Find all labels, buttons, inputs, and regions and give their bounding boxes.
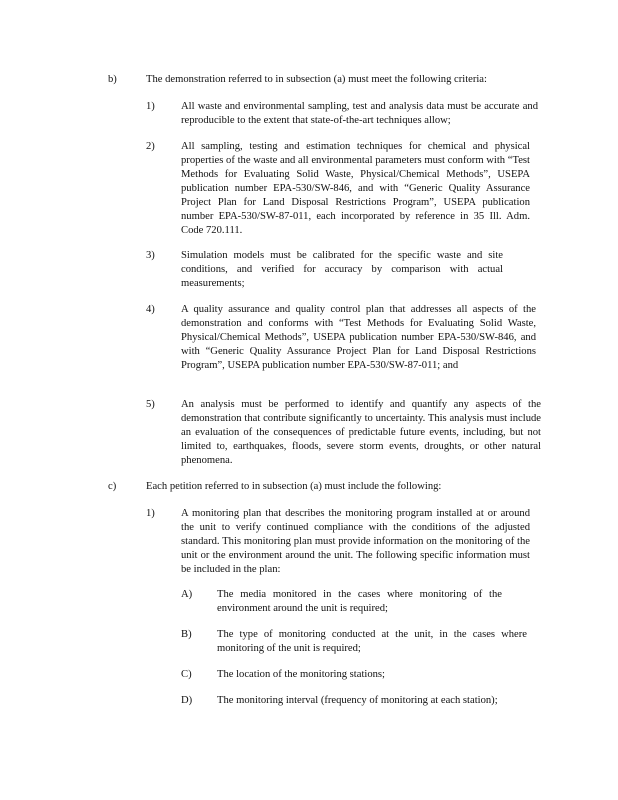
section-lead: The demonstration referred to in subsection (a) must meet the following criteria:: [146, 74, 487, 85]
item-text: An analysis must be performed to identify and quantify any aspects of the demonstration that contribute significantly to uncertainty. This analysis must include an evaluation of the consequences of predictable future events, including, but not limited to, earthquakes, floods, severe storm events, droughts, or other natural phenomena.: [181, 399, 541, 466]
section-label: c): [108, 481, 117, 492]
subitem-text: The media monitored in the cases where monitoring of the environment around the unit is required;: [217, 589, 502, 614]
item-label: 3): [146, 250, 155, 261]
item-text: A monitoring plan that describes the monitoring program installed at or around the unit to verify continued compliance with the conditions of the adjusted standard. This monitoring plan must provide information on the monitoring of the unit or the environment around the unit. The following specific information must be included in the plan:: [181, 508, 530, 575]
subitem-label: C): [181, 669, 192, 680]
subitem-label: D): [181, 695, 193, 706]
subitem-text: The location of the monitoring stations;: [217, 669, 385, 680]
section-label: b): [108, 74, 117, 85]
item-text: All sampling, testing and estimation techniques for chemical and physical properties of the waste and all environmental parameters must conform with “Test Methods for Evaluating Solid Waste, Physical/Chemical Methods”, USEPA publication number EPA-530/SW-846, and with “Generic Quality Assurance Project Plan for Land Disposal Restrictions Program”, USEPA publication number EPA-530/SW-87-011, each incorporated by reference in 35 Ill. Adm. Code 720.111.: [181, 141, 530, 236]
subitem-text: The monitoring interval (frequency of monitoring at each station);: [217, 695, 498, 706]
item-label: 4): [146, 304, 155, 315]
section-lead: Each petition referred to in subsection (a) must include the following:: [146, 481, 442, 492]
item-label: 1): [146, 101, 155, 112]
item-text: Simulation models must be calibrated for the specific waste and site conditions, and verified for accuracy by comparison with actual measurements;: [181, 250, 503, 289]
item-label: 5): [146, 399, 155, 410]
item-text: A quality assurance and quality control plan that addresses all aspects of the demonstration and conforms with “Test Methods for Evaluating Solid Waste, Physical/Chemical Methods”, USEPA publication number EPA-530/SW-846, and with “Generic Quality Assurance Project Plan for Land Disposal Restrictions Program”, USEPA publication number EPA-530/SW-87-011; and: [181, 304, 536, 371]
item-label: 2): [146, 141, 155, 152]
subitem-label: A): [181, 589, 193, 600]
item-label: 1): [146, 508, 155, 519]
subitem-text: The type of monitoring conducted at the unit, in the cases where monitoring of the unit is required;: [217, 629, 527, 654]
subitem-label: B): [181, 629, 192, 640]
item-text: All waste and environmental sampling, test and analysis data must be accurate and reproducible to the extent that state-of-the-art techniques allow;: [181, 101, 538, 126]
